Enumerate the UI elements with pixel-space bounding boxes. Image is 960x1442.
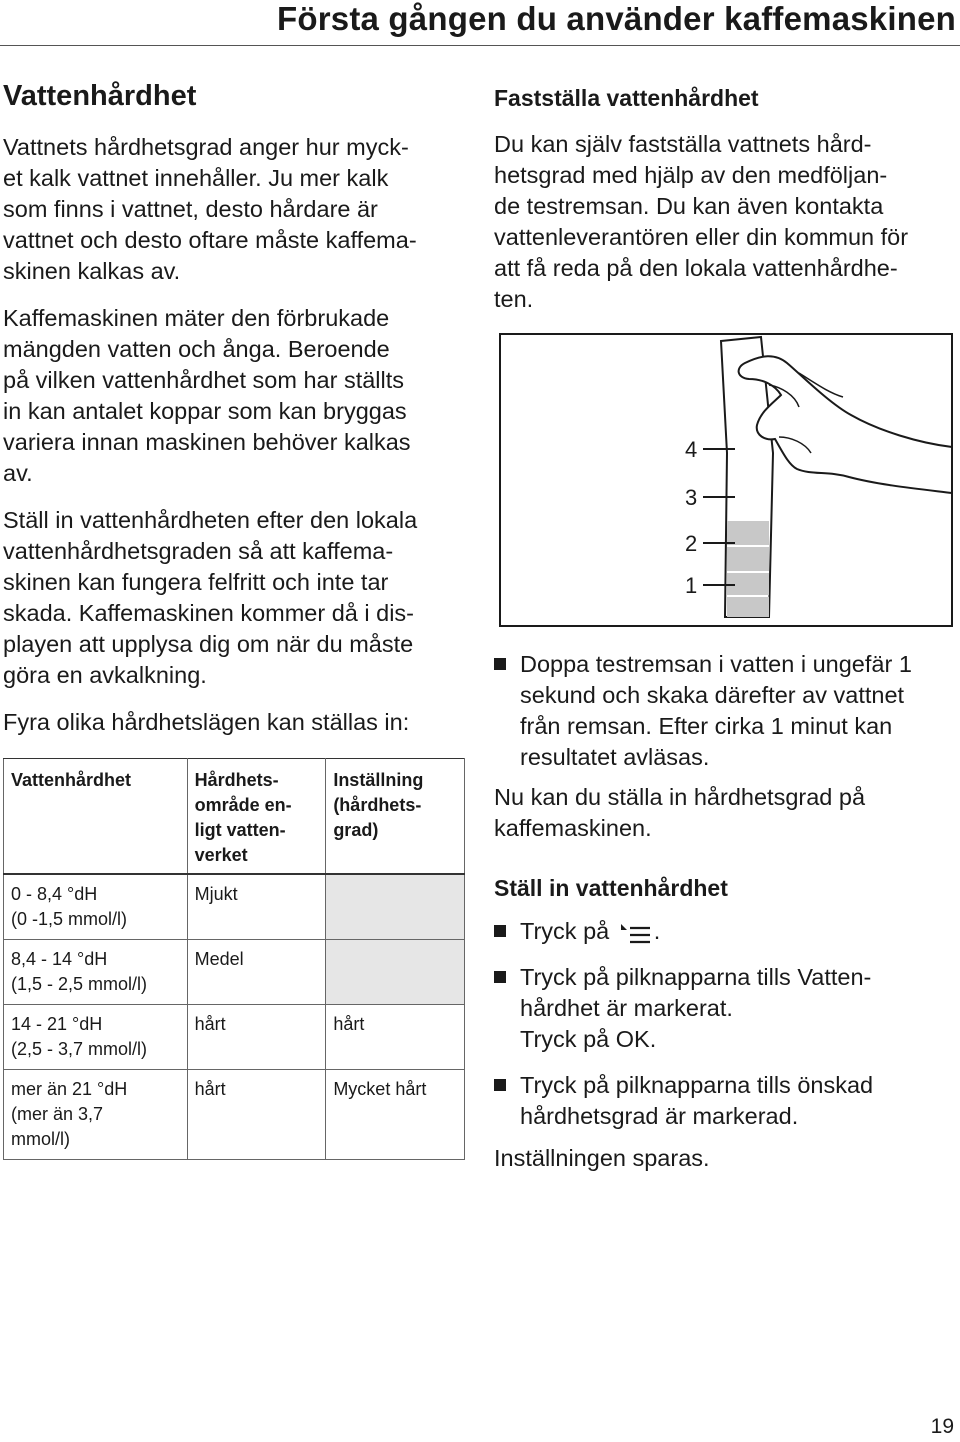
text-line: Tryck på pilknapparna tills önskad (520, 1072, 874, 1098)
text-line: Du kan själv fastställa vattnets hård- (494, 131, 872, 157)
table-cell (4, 874, 188, 940)
table-row (4, 940, 465, 1005)
text-line: 8,4 - 14 °dH (11, 949, 108, 969)
strip-label-1: 1 (685, 573, 698, 598)
text-line: Nu kan du ställa in hårdhetsgrad på (494, 784, 866, 810)
text-line: ten. (494, 286, 534, 312)
strip-label-2: 2 (685, 531, 698, 556)
text-line: (0 -1,5 mmol/l) (11, 909, 128, 929)
paragraph-now-set (494, 782, 956, 844)
text-line: Vattenhårdhet (11, 770, 132, 790)
test-strip-hand-svg (499, 333, 953, 627)
menu-icon (616, 921, 654, 945)
text-line: (2,5 - 3,7 mmol/l) (11, 1039, 148, 1059)
text-line: playen att upplysa dig om när du måste (3, 631, 414, 657)
text-line: mmol/l) (11, 1129, 70, 1149)
text-line: skada. Kaffemaskinen kommer då i dis- (3, 600, 414, 626)
paragraph-test-strip-info (494, 129, 956, 315)
text-line: hårt (194, 1014, 226, 1034)
header-rule (0, 45, 960, 46)
text-line: de testremsan. Du kan även kontakta (494, 193, 884, 219)
table-cell (326, 874, 465, 940)
list-item (494, 1070, 956, 1132)
text-line: Doppa testremsan i vatten i ungefär 1 (520, 651, 912, 677)
bullet-square-icon (494, 925, 506, 937)
text-line: hårt (194, 1079, 226, 1099)
dip-step-list (494, 649, 956, 773)
strip-label-3: 3 (685, 485, 698, 510)
text-line: skinen kan fungera felfritt och inte tar (3, 569, 389, 595)
step-select-text (520, 1070, 956, 1132)
text-line: Mjukt (194, 884, 238, 904)
table-row (4, 874, 465, 940)
text-line: vattenleverantören eller din kommun för (494, 224, 909, 250)
text-line: grad) (333, 820, 379, 840)
text-line: variera innan maskinen behöver kalkas (3, 429, 411, 455)
text-line: Mycket hårt (333, 1079, 427, 1099)
text-line: skinen kalkas av. (3, 258, 181, 284)
text-line: område en- (194, 795, 292, 815)
table-header-row (4, 759, 465, 875)
text-line: att få reda på den lokala vattenhårdhe- (494, 255, 898, 281)
hardness-table (3, 758, 465, 1160)
text-line: (hårdhets- (333, 795, 422, 815)
text-line: vattnet och desto oftare måste kaffema- (3, 227, 417, 253)
text-line: Medel (194, 949, 244, 969)
text-line: sekund och skaka därefter av vattnet (520, 682, 905, 708)
text-line: (1,5 - 2,5 mmol/l) (11, 974, 148, 994)
table-cell (4, 1005, 188, 1070)
strip-label-4: 4 (685, 437, 698, 462)
text-line: hårdhet är markerat. (520, 995, 733, 1021)
text-line: Tryck på pilknapparna tills Vatten- (520, 964, 872, 990)
paragraph-setting (3, 505, 467, 691)
paragraph-four-levels (3, 707, 467, 738)
table-cell (326, 1070, 465, 1160)
text-line: resultatet avläsas. (520, 744, 710, 770)
table-header-cell (187, 759, 326, 875)
text-line: ligt vatten- (194, 820, 286, 840)
list-item (494, 962, 956, 1055)
text-line: Kaffemaskinen mäter den förbrukade (3, 305, 390, 331)
text-line: (mer än 3,7 (11, 1104, 104, 1124)
text-line: Vattnets hårdhetsgrad anger hur myck- (3, 134, 409, 160)
list-item (494, 649, 956, 773)
right-column (494, 82, 956, 1174)
table-cell (326, 940, 465, 1005)
test-strip-illustration (499, 333, 953, 627)
text-line: et kalk vattnet innehåller. Ju mer kalk (3, 165, 389, 191)
strip-pad-4 (727, 521, 769, 545)
text-line: Hårdhets- (194, 770, 279, 790)
text-line: mängden vatten och ånga. Beroende (3, 336, 390, 362)
table-cell (187, 940, 326, 1005)
text-line: från remsan. Efter cirka 1 minut kan (520, 713, 893, 739)
strip-pad-1 (727, 597, 769, 617)
text-line: Tryck på OK. (520, 1026, 657, 1052)
text-line: vattenhårdhetsgraden så att kaffema- (3, 538, 394, 564)
paragraph-saved: Inställningen sparas. (494, 1145, 710, 1171)
section-heading-determine-hardness: Fastställa vattenhårdhet (494, 85, 759, 111)
step-arrows-text (520, 962, 956, 1055)
paragraph-intro (3, 132, 467, 287)
text-line: hetsgrad med hjälp av den medföljan- (494, 162, 888, 188)
text-line: 0 - 8,4 °dH (11, 884, 98, 904)
text-line: hårt (333, 1014, 365, 1034)
table-header-cell (4, 759, 188, 875)
bullet-square-icon (494, 971, 506, 983)
text-line: göra en avkalkning. (3, 662, 207, 688)
text-line: Inställning (333, 770, 424, 790)
set-hardness-steps (494, 916, 956, 1132)
text-line: kaffemaskinen. (494, 815, 652, 841)
table-row (4, 1005, 465, 1070)
section-heading-water-hardness: Vattenhårdhet (3, 80, 197, 112)
bullet-square-icon (494, 658, 506, 670)
page-header-title: Första gången du använder kaffemaskinen (277, 0, 956, 37)
table-cell (326, 1005, 465, 1070)
text-line: Ställ in vattenhårdheten efter den lokala (3, 507, 418, 533)
table-header-cell (326, 759, 465, 875)
list-item (494, 916, 956, 947)
text-line: som finns i vattnet, desto hårdare är (3, 196, 378, 222)
page-number: 19 (930, 1415, 954, 1438)
table-cell (4, 940, 188, 1005)
step-press-suffix: . (653, 918, 661, 944)
text-line: 14 - 21 °dH (11, 1014, 103, 1034)
step-dip-text (520, 649, 956, 773)
text-line: verket (194, 845, 248, 865)
section-heading-set-hardness: Ställ in vattenhårdhet (494, 875, 728, 901)
text-line: av. (3, 460, 33, 486)
text-line: Fyra olika hårdhetslägen kan ställas in: (3, 709, 410, 735)
left-column (3, 74, 467, 1160)
bullet-square-icon (494, 1079, 506, 1091)
table-row (4, 1070, 465, 1160)
table-cell (187, 1005, 326, 1070)
table-cell (187, 1070, 326, 1160)
table-cell (4, 1070, 188, 1160)
text-line: mer än 21 °dH (11, 1079, 128, 1099)
step-press-label: Tryck på (520, 918, 610, 944)
text-line: hårdhetsgrad är markerad. (520, 1103, 799, 1129)
text-line: in kan antalet koppar som kan bryggas (3, 398, 407, 424)
text-line: på vilken vattenhårdhet som har ställts (3, 367, 405, 393)
table-cell (187, 874, 326, 940)
paragraph-measuring (3, 303, 467, 489)
strip-pad-3 (727, 547, 769, 571)
